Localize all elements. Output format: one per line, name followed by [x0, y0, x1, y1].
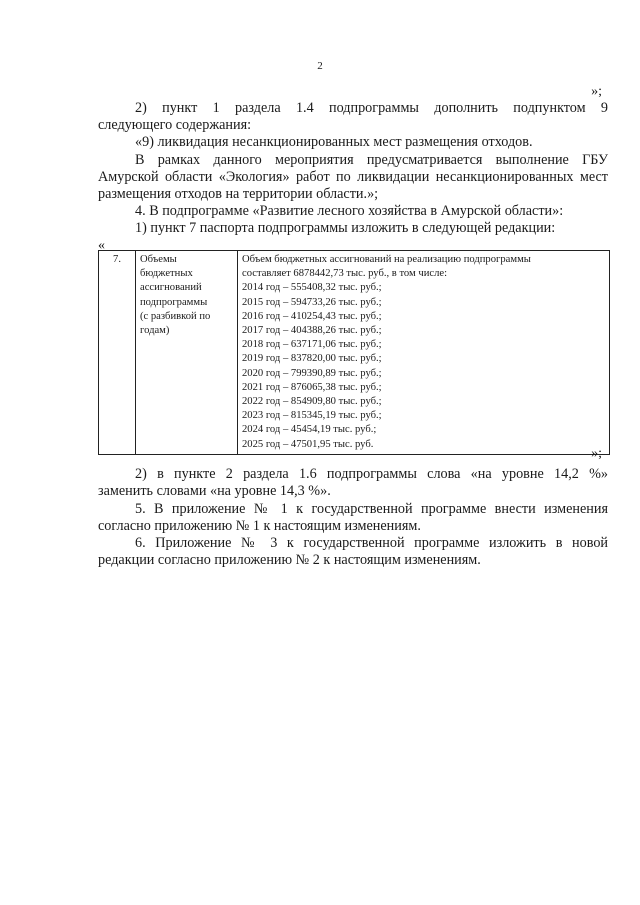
- passport-table: [98, 250, 610, 455]
- page-number: 2: [317, 60, 323, 72]
- paragraph-line: размещения отходов на территории области.»;: [98, 186, 379, 202]
- table-cell-number: 7.: [99, 251, 136, 455]
- closing-quote-top: »;: [591, 84, 602, 99]
- funding-year-line: 2016 год – 410254,43 тыс. руб.;: [242, 310, 382, 322]
- paragraph-item-6: [98, 535, 608, 569]
- funding-intro-line: Объем бюджетных ассигнований на реализацию подпрограммы: [242, 254, 531, 265]
- table-opening-quote: «: [98, 238, 105, 253]
- funding-year-line: 2021 год – 876065,38 тыс. руб.;: [242, 381, 382, 393]
- table-cell-funding: [238, 251, 610, 455]
- name-line: Объемы: [140, 254, 177, 265]
- funding-year-line: 2024 год – 45454,19 тыс. руб.;: [242, 424, 377, 436]
- paragraph-line: 4. В подпрограмме «Развитие лесного хозяйства в Амурской области»:: [135, 203, 564, 219]
- table-row: [99, 251, 610, 455]
- paragraph-item-2-section-1-4: [98, 100, 608, 134]
- name-line: ассигнований: [140, 282, 202, 294]
- paragraph-line: редакции согласно приложению № 2 к настоящим изменениям.: [98, 552, 481, 568]
- paragraph-line: «9) ликвидация несанкционированных мест размещения отходов.: [135, 134, 533, 150]
- paragraph-line: 2) в пункте 2 раздела 1.6 подпрограммы слова «на уровне 14,2 %»: [135, 466, 608, 482]
- paragraph-line: согласно приложению № 1 к настоящим изменениям.: [98, 518, 421, 534]
- funding-year-line: 2018 год – 637171,06 тыс. руб.;: [242, 339, 382, 351]
- paragraph-line: следующего содержания:: [98, 117, 252, 133]
- paragraph-subitem-9: [98, 134, 608, 151]
- paragraph-line: В рамках данного мероприятия предусматривается выполнение ГБУ: [135, 152, 608, 168]
- funding-year-line: 2025 год – 47501,95 тыс. руб.: [242, 438, 374, 450]
- funding-year-line: 2014 год – 555408,32 тыс. руб.;: [242, 282, 382, 294]
- name-line: годам): [140, 325, 170, 337]
- paragraph-passport-item-7: [98, 220, 608, 237]
- table-cell-name: [136, 251, 238, 455]
- funding-year-line: 2015 год – 594733,26 тыс. руб.;: [242, 296, 382, 308]
- paragraph-line: Амурской области «Экология» работ по ликвидации несанкционированных мест: [98, 169, 608, 185]
- name-line: подпрограммы: [140, 296, 208, 308]
- paragraph-line: 6. Приложение № 3 к государственной программе изложить в новой: [135, 535, 608, 551]
- paragraph-line: 2) пункт 1 раздела 1.4 подпрограммы дополнить подпунктом 9: [135, 100, 608, 116]
- paragraph-measure-description: [98, 152, 608, 203]
- paragraph-item-4: [98, 203, 608, 220]
- funding-year-line: 2019 год – 837820,00 тыс. руб.;: [242, 353, 382, 365]
- paragraph-item-5: [98, 501, 608, 535]
- paragraph-line: 1) пункт 7 паспорта подпрограммы изложить в следующей редакции:: [135, 220, 556, 236]
- paragraph-line: заменить словами «на уровне 14,3 %».: [98, 483, 331, 499]
- funding-year-line: 2023 год – 815345,19 тыс. руб.;: [242, 410, 382, 422]
- name-line: (с разбивкой по: [140, 310, 211, 322]
- funding-year-line: 2022 год – 854909,80 тыс. руб.;: [242, 396, 382, 408]
- funding-intro-line: составляет 6878442,73 тыс. руб., в том числе:: [242, 268, 448, 280]
- funding-year-line: 2020 год – 799390,89 тыс. руб.;: [242, 367, 382, 379]
- paragraph-item-2-section-1-6: [98, 466, 608, 500]
- funding-year-line: 2017 год – 404388,26 тыс. руб.;: [242, 325, 382, 337]
- name-line: бюджетных: [140, 268, 193, 280]
- table-closing-quote: »;: [591, 446, 602, 461]
- paragraph-line: 5. В приложение № 1 к государственной программе внести изменения: [135, 501, 608, 517]
